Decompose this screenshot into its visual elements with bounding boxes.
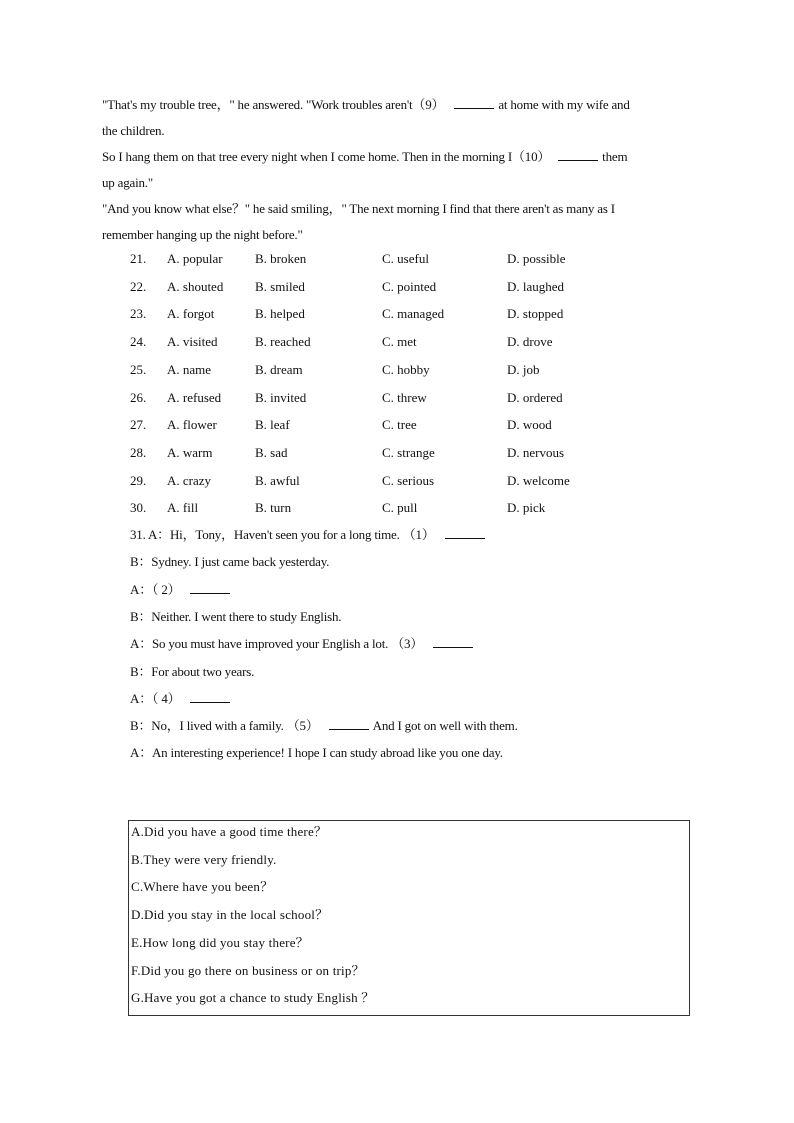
question-number: 27. bbox=[130, 417, 147, 433]
choice-option: B.They were very friendly. bbox=[131, 851, 277, 867]
question-number: 23. bbox=[130, 306, 147, 322]
option-b: B. leaf bbox=[255, 417, 290, 433]
option-a: A. name bbox=[167, 361, 212, 377]
option-a: A. refused bbox=[167, 389, 222, 405]
option-b: B. broken bbox=[255, 251, 307, 266]
question-number: 26. bbox=[130, 389, 147, 405]
passage-line-5: "And you know what else？" he said smiling，" The next morning I find that there aren't as many as I bbox=[102, 201, 615, 216]
dialogue-line bbox=[130, 525, 489, 545]
answer-blank-10 bbox=[558, 148, 598, 161]
question-number: 22. bbox=[130, 278, 147, 294]
option-a: A. warm bbox=[167, 444, 213, 460]
option-c: C. managed bbox=[382, 306, 445, 322]
question-number: 29. bbox=[130, 472, 147, 488]
dialogue-line bbox=[130, 743, 503, 763]
answer-blank bbox=[329, 717, 369, 730]
option-c: C. serious bbox=[382, 472, 434, 488]
dialogue-line bbox=[130, 580, 234, 600]
dialogue-line bbox=[130, 716, 518, 736]
option-d: D. pick bbox=[507, 500, 546, 516]
choice-option: G.Have you got a chance to study English ？ bbox=[131, 990, 375, 1006]
choice-option: A.Did you have a good time there？ bbox=[131, 824, 328, 839]
answer-blank-9 bbox=[454, 96, 494, 109]
option-b: B. reached bbox=[255, 334, 311, 350]
dialogue-line bbox=[130, 689, 234, 709]
dialogue-text: A：So you must have improved your English a lot. （3） bbox=[130, 636, 424, 652]
question-number: 21. bbox=[130, 251, 147, 266]
option-a: A. crazy bbox=[167, 472, 212, 488]
option-d: D. ordered bbox=[507, 389, 563, 405]
answer-blank bbox=[190, 690, 230, 703]
dialogue-line bbox=[130, 634, 477, 654]
dialogue-text: A：An interesting experience! I hope I can study abroad like you one day. bbox=[130, 745, 503, 761]
option-c: C. strange bbox=[382, 444, 435, 460]
option-d: D. drove bbox=[507, 334, 553, 350]
dialogue-line bbox=[130, 662, 254, 682]
option-b: B. helped bbox=[255, 306, 305, 322]
dialogue-text: A：（ 4） bbox=[130, 690, 181, 706]
option-b: B. awful bbox=[255, 472, 300, 488]
option-d: D. stopped bbox=[507, 306, 564, 322]
passage-line-1 bbox=[102, 92, 692, 118]
dialogue-text: And I got on well with them. bbox=[372, 718, 518, 734]
option-b: B. dream bbox=[255, 361, 303, 377]
question-number: 24. bbox=[130, 334, 147, 350]
option-c: C. pointed bbox=[382, 278, 437, 294]
passage-line-4: up again." bbox=[102, 175, 153, 190]
option-d: D. wood bbox=[507, 417, 552, 433]
dialogue-text: B：For about two years. bbox=[130, 663, 255, 679]
passage-line-2: the children. bbox=[102, 123, 165, 138]
option-a: A. flower bbox=[167, 417, 217, 433]
choice-option: F.Did you go there on business or on trip？ bbox=[131, 962, 365, 978]
option-b: B. invited bbox=[255, 389, 307, 405]
option-c: C. threw bbox=[382, 389, 427, 405]
option-a: A. popular bbox=[167, 251, 223, 266]
dialogue-line bbox=[130, 607, 341, 627]
option-d: D. laughed bbox=[507, 278, 565, 294]
option-d: D. nervous bbox=[507, 444, 565, 460]
dialogue-text: B：Neither. I went there to study English. bbox=[130, 608, 342, 624]
question-number: 25. bbox=[130, 361, 147, 377]
dialogue-line bbox=[130, 552, 329, 572]
passage-line-6: remember hanging up the night before." bbox=[102, 227, 303, 242]
option-a: A. visited bbox=[167, 334, 218, 350]
option-b: B. turn bbox=[255, 500, 292, 516]
passage-line-3 bbox=[102, 144, 692, 170]
answer-blank bbox=[190, 581, 230, 594]
option-d: D. welcome bbox=[507, 472, 570, 488]
answer-blank bbox=[433, 635, 473, 648]
option-c: C. met bbox=[382, 334, 417, 350]
answer-blank bbox=[445, 526, 485, 539]
dialogue-text: A：（ 2） bbox=[130, 581, 181, 597]
dialogue-text: 31. A：Hi，Tony，Haven't seen you for a long time. （1） bbox=[130, 527, 435, 542]
dialogue-text: B：Sydney. I just came back yesterday. bbox=[130, 554, 330, 570]
passage-text: So I hang them on that tree every night when I come home. Then in the morning I（10） bbox=[102, 149, 551, 164]
option-c: C. tree bbox=[382, 417, 417, 433]
option-b: B. smiled bbox=[255, 278, 305, 294]
passage-text: at home with my wife and bbox=[498, 97, 630, 112]
passage-text: them bbox=[602, 149, 628, 164]
option-b: B. sad bbox=[255, 444, 288, 460]
question-number: 30. bbox=[130, 500, 147, 516]
question-number: 28. bbox=[130, 444, 147, 460]
option-d: D. possible bbox=[507, 251, 566, 266]
passage-text: "That's my trouble tree，" he answered. "Work troubles aren't（9） bbox=[102, 97, 445, 112]
option-a: A. fill bbox=[167, 500, 199, 516]
option-d: D. job bbox=[507, 361, 540, 377]
choices-box bbox=[128, 820, 690, 1016]
option-a: A. shouted bbox=[167, 278, 224, 294]
option-a: A. forgot bbox=[167, 306, 215, 322]
option-c: C. pull bbox=[382, 500, 418, 516]
option-c: C. useful bbox=[382, 251, 429, 266]
choice-option: E.How long did you stay there？ bbox=[131, 934, 309, 950]
option-c: C. hobby bbox=[382, 361, 430, 377]
choice-option: D.Did you stay in the local school？ bbox=[131, 907, 329, 923]
choice-option: C.Where have you been？ bbox=[131, 879, 274, 895]
dialogue-text: B：No，I lived with a family. （5） bbox=[130, 718, 319, 734]
